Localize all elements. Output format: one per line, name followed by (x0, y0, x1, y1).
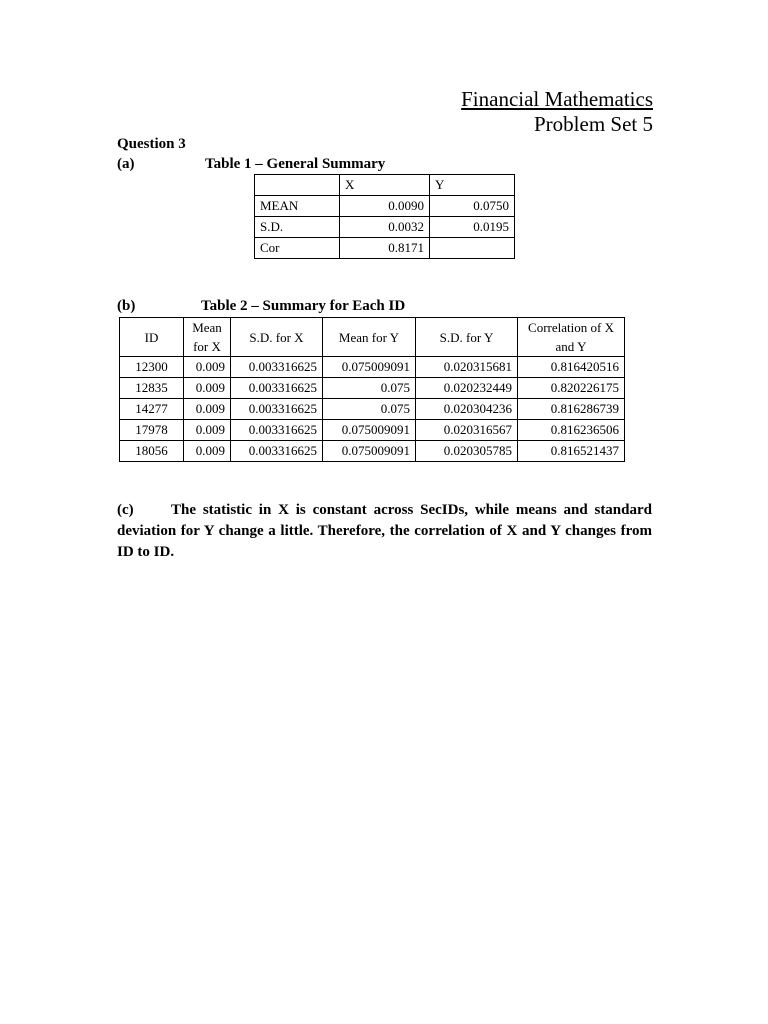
course-title: Financial Mathematics (461, 87, 653, 111)
part-c-text: The statistic in X is constant across SecIDs, while means and standard deviation for Y change a little. Therefore, the correlation of X and Y changes from ID to ID. (117, 502, 652, 560)
table-2-title: Table 2 – Summary for Each ID (201, 298, 406, 314)
table-cell: 0.816286739 (518, 399, 625, 420)
table-row (120, 441, 625, 462)
part-b-heading (117, 298, 405, 315)
part-a-heading (117, 156, 385, 173)
table-row (120, 420, 625, 441)
table-cell: 0.075009091 (323, 357, 416, 378)
table-header-cell: ID (120, 318, 184, 357)
table-header-cell: Mean for Y (323, 318, 416, 357)
table-1-title: Table 1 – General Summary (205, 156, 386, 172)
part-a-marker: (a) (117, 156, 135, 172)
problem-set-title: Problem Set 5 (534, 112, 653, 136)
table-cell: 0.820226175 (518, 378, 625, 399)
part-c-paragraph (117, 500, 652, 563)
table-cell: 0.075 (323, 378, 416, 399)
table-cell: 0.020304236 (416, 399, 518, 420)
table-cell: 0.003316625 (231, 378, 323, 399)
part-b-marker: (b) (117, 298, 136, 314)
general-summary-table (254, 174, 515, 259)
table-cell: 0.020232449 (416, 378, 518, 399)
table-cell: 0.0090 (340, 196, 430, 217)
id-summary-table (119, 317, 625, 462)
part-c-marker: (c) (117, 502, 134, 518)
table-cell: 0.009 (184, 420, 231, 441)
table-header-cell: Mean for X (184, 318, 231, 357)
table-cell: 18056 (120, 441, 184, 462)
table-cell: 0.003316625 (231, 399, 323, 420)
table-cell: 0.003316625 (231, 357, 323, 378)
table-row (120, 378, 625, 399)
table-cell: 0.020316567 (416, 420, 518, 441)
table-cell: MEAN (255, 196, 340, 217)
table-cell: 0.816420516 (518, 357, 625, 378)
table-header-cell: X (340, 175, 430, 196)
table-header-cell (255, 175, 340, 196)
table-cell: 0.075 (323, 399, 416, 420)
table-cell: 0.816521437 (518, 441, 625, 462)
table-header-cell: Correlation of X and Y (518, 318, 625, 357)
table-cell: 0.003316625 (231, 420, 323, 441)
table-cell (430, 238, 515, 259)
table-header-cell: S.D. for Y (416, 318, 518, 357)
table-cell: 12300 (120, 357, 184, 378)
document-header (461, 87, 653, 137)
table-cell: 0.020305785 (416, 441, 518, 462)
table-cell: 0.075009091 (323, 441, 416, 462)
table-cell: 0.020315681 (416, 357, 518, 378)
table-cell: 0.0195 (430, 217, 515, 238)
table-cell: 0.009 (184, 378, 231, 399)
table-cell: 0.009 (184, 399, 231, 420)
table-cell: S.D. (255, 217, 340, 238)
table-row (255, 196, 515, 217)
table-row (120, 357, 625, 378)
table-cell: 17978 (120, 420, 184, 441)
table-cell: 0.009 (184, 441, 231, 462)
table-cell: 12835 (120, 378, 184, 399)
table-header-cell: S.D. for X (231, 318, 323, 357)
table-cell: 0.0750 (430, 196, 515, 217)
table-cell: 0.009 (184, 357, 231, 378)
table-row (255, 238, 515, 259)
table-cell: 0.8171 (340, 238, 430, 259)
table-header-cell: Y (430, 175, 515, 196)
table-row (255, 217, 515, 238)
table-header-row (120, 318, 625, 357)
table-cell: Cor (255, 238, 340, 259)
table-cell: 0.003316625 (231, 441, 323, 462)
question-heading: Question 3 (117, 136, 186, 152)
table-row (120, 399, 625, 420)
table-cell: 0.816236506 (518, 420, 625, 441)
table-cell: 0.0032 (340, 217, 430, 238)
table-cell: 14277 (120, 399, 184, 420)
table-header-row (255, 175, 515, 196)
table-cell: 0.075009091 (323, 420, 416, 441)
